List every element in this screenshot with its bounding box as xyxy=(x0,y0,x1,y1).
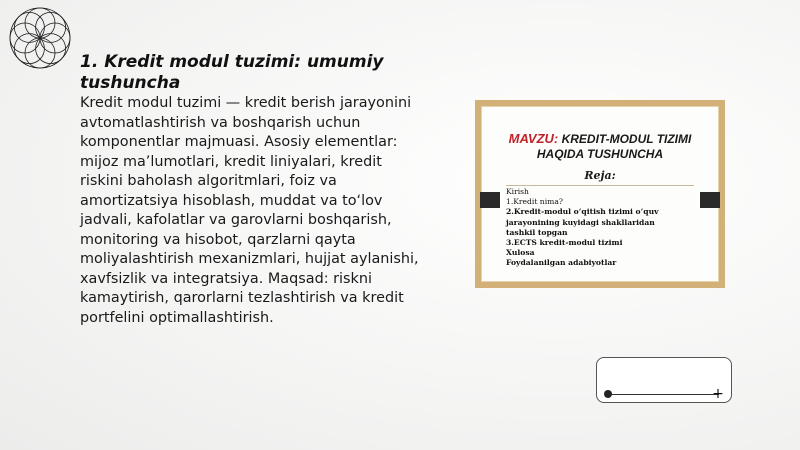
slider-track[interactable] xyxy=(609,394,719,395)
media-slider-control[interactable] xyxy=(596,357,732,403)
topic-card-image xyxy=(475,100,725,288)
plan-item: 1.Kredit nima? xyxy=(506,197,563,207)
card-title-line2: HAQIDA TUSHUNCHA xyxy=(536,147,664,161)
slide-title: 1. Kredit modul tuzimi: umumiy tushuncha xyxy=(80,52,384,93)
plan-item: Foydalanilgan adabiyotlar xyxy=(506,258,617,268)
mavzu-label: MAVZU: xyxy=(508,131,559,146)
plan-item: jarayonining kuyidagi shakllaridan xyxy=(506,217,655,227)
slide-body-text: Kredit modul tuzimi — kredit berish jarayonini avtomatlashtirish va boshqarish uchun komponentlar majmuasi. Asosiy elementlar: mijoz ma’lumotlari, kredit liniyalari, kredit riskini baholash algoritmlari, foiz va amortizatsiya hisoblash, muddat va to‘lov jadvali, kafolatlar va garovlarni boshqarish, monitoring va hisobot, qarzlarni qayta moliyalashtirish mexanizmlari, hujjat aylanishi, xavfsizlik va integratsiya. Maqsad: riskni kamaytirish, qarorlarni tezlashtirish va kredit portfelini optimallashtirish. xyxy=(80,95,419,326)
card-title-line1: KREDIT-MODUL TIZIMI xyxy=(561,132,692,146)
card-left-tab xyxy=(480,192,500,208)
card-title xyxy=(482,131,718,162)
plan-item: 2.Kredit-modul o‘qitish tizimi o‘quv xyxy=(506,207,659,217)
reja-heading: Reja: xyxy=(584,169,616,182)
plan-item: Xulosa xyxy=(506,248,535,258)
plan-list xyxy=(506,187,706,269)
plan-item: tashkil topgan xyxy=(506,227,568,237)
plan-item: Kirish xyxy=(506,187,529,196)
plan-item: 3.ECTS kredit-modul tizimi xyxy=(506,238,623,248)
circle-dot-icon[interactable] xyxy=(604,390,612,398)
topic-card-inner xyxy=(481,106,719,282)
plus-icon[interactable]: + xyxy=(712,386,724,402)
reja-divider xyxy=(506,185,694,186)
circular-ornament-icon xyxy=(4,2,76,74)
